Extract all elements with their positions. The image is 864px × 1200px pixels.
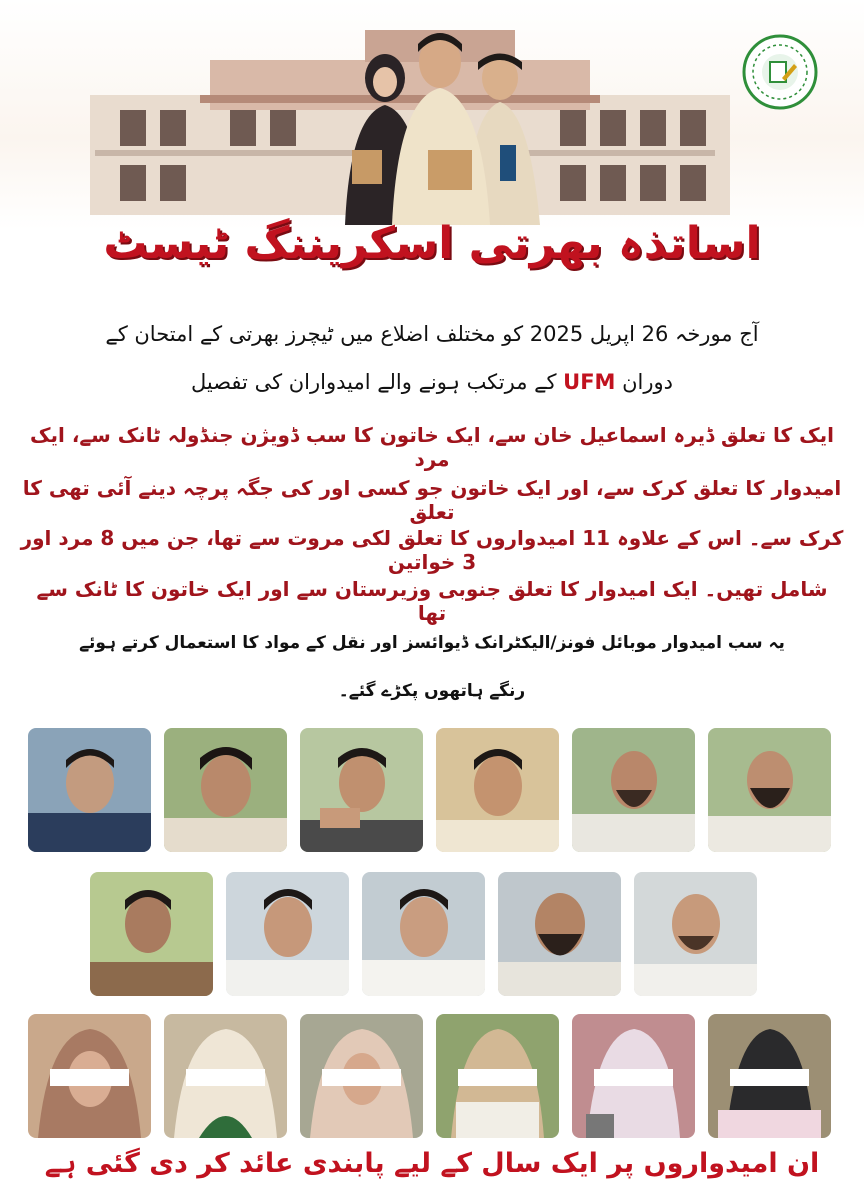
intro-line-1: آج مورخہ 26 اپریل 2025 کو مختلف اضلاع میں ٹیچرز بھرتی کے امتحان کے	[105, 322, 759, 346]
candidate-photo	[572, 728, 695, 852]
face-cover-bar	[322, 1069, 401, 1086]
candidate-photo	[226, 872, 349, 996]
candidate-photo	[164, 1014, 287, 1138]
candidate-photo	[300, 1014, 423, 1138]
etea-logo	[742, 34, 818, 110]
candidate-photo	[28, 728, 151, 852]
page-title: اساتذہ بھرتی اسکریننگ ٹیسٹ	[103, 218, 761, 269]
candidate-photo	[634, 872, 757, 996]
candidate-photo	[436, 728, 559, 852]
caught-line-1: یہ سب امیدوار موبائل فونز/الیکٹرانک ڈیوائسز اور نقل کے مواد کا استعمال کرتے ہوئے	[79, 633, 785, 653]
ufm-label: UFM	[563, 370, 616, 394]
ban-notice: ان امیدواروں پر ایک سال کے لیے پابندی عائد کر دی گئی ہے	[44, 1148, 820, 1179]
exam-hall-illustration	[0, 0, 864, 230]
candidate-photo	[28, 1014, 151, 1138]
face-cover-bar	[594, 1069, 673, 1086]
face-cover-bar	[186, 1069, 265, 1086]
details-line-2: امیدوار کا تعلق کرک سے، اور ایک خاتون جو کسی اور کی جگہ پرچہ دینے آئی تھی کا تعلق	[22, 476, 842, 524]
face-cover-bar	[50, 1069, 129, 1086]
candidate-photo	[362, 872, 485, 996]
candidate-photo	[436, 1014, 559, 1138]
etea-seal-icon	[742, 34, 818, 110]
hero-banner	[0, 0, 864, 230]
candidate-photo	[90, 872, 213, 996]
details-line-3: کرک سے۔ اس کے علاوہ 11 امیدواروں کا تعلق لکی مروت سے تھا، جن میں 8 مرد اور 3 خواتین	[20, 526, 844, 574]
intro-line-2-pre: دوران	[622, 370, 674, 394]
candidate-photo	[164, 728, 287, 852]
details-line-4: شامل تھیں۔ ایک امیدوار کا تعلق جنوبی وزیرستان سے اور ایک خاتون کا ٹانک سے تھا	[36, 577, 828, 625]
face-cover-bar	[730, 1069, 809, 1086]
candidate-photo	[708, 728, 831, 852]
intro-line-2-post: کے مرتکب ہونے والے امیدواران کی تفصیل	[190, 370, 557, 394]
caught-line-2: رنگے ہاتھوں پکڑے گئے۔	[338, 681, 526, 701]
details-line-1: ایک کا تعلق ڈیرہ اسماعیل خان سے، ایک خاتون کا سب ڈویژن جنڈولہ ٹانک سے، ایک مرد	[30, 423, 834, 471]
candidate-photo	[708, 1014, 831, 1138]
face-cover-bar	[458, 1069, 537, 1086]
candidate-photo	[300, 728, 423, 852]
candidate-photo	[572, 1014, 695, 1138]
candidate-photo	[498, 872, 621, 996]
intro-line-2	[20, 370, 844, 394]
